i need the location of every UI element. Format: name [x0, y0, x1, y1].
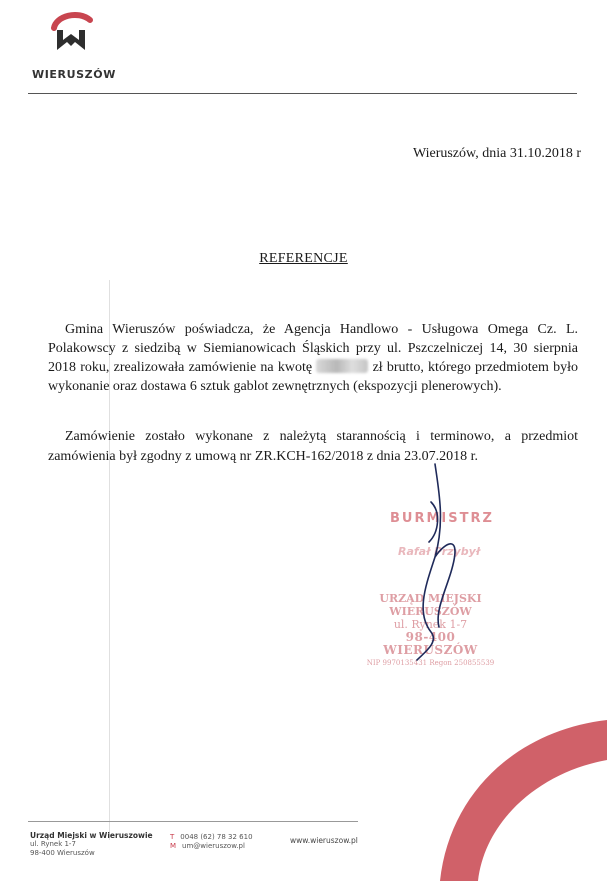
redacted-amount — [316, 359, 368, 373]
document-title: REFERENCJE — [259, 251, 348, 266]
footer-contact — [170, 833, 253, 851]
logo-text: WIERUSZÓW — [32, 68, 116, 81]
email-label: M — [170, 842, 177, 850]
logo-mark-icon — [48, 10, 94, 52]
scan-fold-line — [109, 280, 110, 840]
footer-divider — [28, 821, 358, 822]
stamp-line-2: ul. Rynek 1-7 — [393, 618, 468, 631]
footer-address — [30, 831, 153, 858]
footer-office-name: Urząd Miejski w Wieruszowie — [30, 831, 153, 840]
stamp-line-3: 98-400 WIERUSZÓW — [383, 630, 478, 657]
footer-email: um@wieruszow.pl — [182, 842, 245, 850]
footer-phone: 0048 (62) 78 32 610 — [180, 833, 253, 841]
footer-website: www.wieruszow.pl — [290, 836, 358, 845]
date-line: Wieruszów, dnia 31.10.2018 r — [412, 146, 581, 161]
stamp-line-1: URZĄD MIEJSKI WIERUSZÓW — [379, 592, 482, 618]
stamp-name: Rafał Przybył — [398, 545, 480, 558]
paragraph-1-part-2: zł brutto, którego przedmiotem było wykonanie oraz dostawa 6 sztuk gablot zewnętrznych (ekspozycji plenerowych). — [48, 360, 579, 394]
city-logo — [28, 10, 118, 81]
stamp-title: BURMISTRZ — [390, 511, 494, 526]
decorative-arc-icon — [430, 700, 607, 881]
paragraph-1-part-1: Gmina Wieruszów poświadcza, że Agencja Handlowo - Usługowa Omega Cz. L. Polakowscy z siedzibą w Siemianowicach Śląskich przy ul. Pszczelniczej 14, 30 sierpnia 2018 roku, zrealizowała zamówienie na kwotę — [48, 322, 578, 375]
phone-label: T — [170, 833, 175, 841]
footer-address-line-2: 98-400 Wieruszów — [30, 849, 95, 857]
paragraph-2: Zamówienie zostało wykonane z należytą starannością i terminowo, a przedmiot zamówienia był zgodny z umową nr ZR.KCH-162/2018 z dnia 23.07.2018 r. — [48, 429, 578, 464]
footer-address-line-1: ul. Rynek 1-7 — [30, 840, 76, 848]
header-divider — [28, 93, 577, 94]
stamp-line-4: NIP 9970135431 Regon 250855539 — [366, 659, 495, 667]
paragraph-1 — [48, 320, 578, 396]
handwritten-signature — [405, 462, 475, 662]
